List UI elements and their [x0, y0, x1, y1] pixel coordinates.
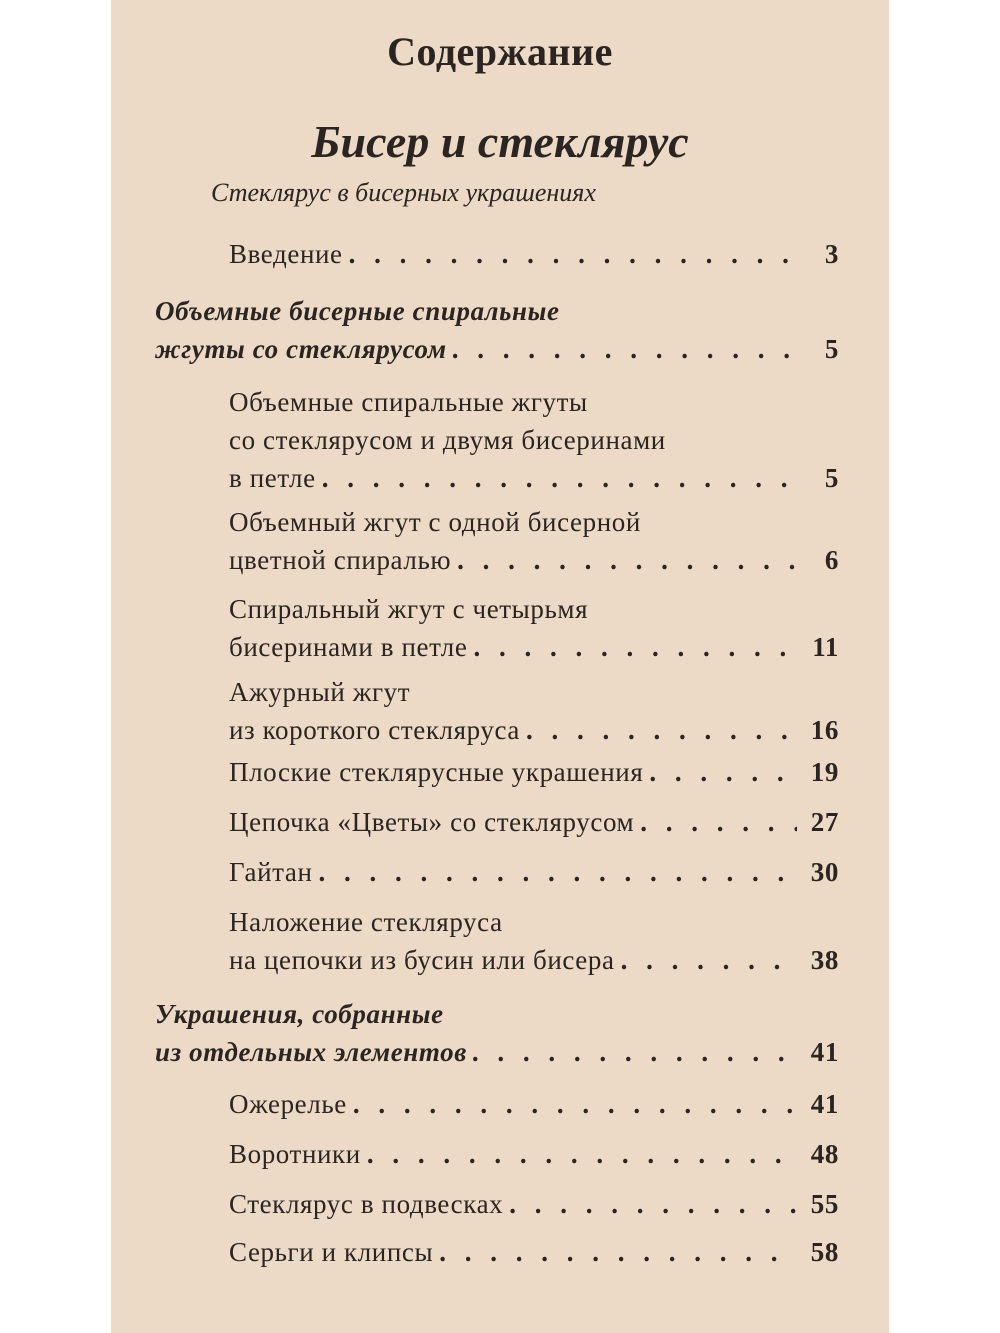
dot-leader [621, 941, 797, 979]
dot-leader [509, 1185, 797, 1223]
toc-title-line: из отдельных элементов [155, 1037, 467, 1067]
toc-page-number: 3 [824, 239, 839, 269]
toc-title-line: Плоские стеклярусные украшения [229, 757, 644, 787]
toc-item [229, 753, 839, 791]
toc-page-number: 38 [810, 945, 839, 975]
toc-page-number: 11 [812, 632, 839, 662]
toc-section [155, 292, 839, 368]
toc-title-line: жгуты со стеклярусом [155, 334, 447, 364]
toc-page-number: 6 [824, 545, 839, 575]
toc-page-number: 16 [810, 715, 839, 745]
toc-title-line: Стеклярус в подвесках [229, 1189, 504, 1219]
toc-title-line: Спиральный жгут с четырьмя [229, 594, 589, 624]
dot-leader [526, 711, 797, 749]
dot-leader [649, 753, 797, 791]
dot-leader [319, 853, 797, 891]
contents-heading: Содержание [387, 29, 613, 74]
toc-title-line: Введение [229, 239, 343, 269]
book-subtitle: Стеклярус в бисерных украшениях [211, 178, 596, 207]
toc-page-number: 55 [810, 1189, 839, 1219]
dot-leader [457, 541, 797, 579]
toc-page-number: 19 [810, 757, 839, 787]
toc-item [229, 673, 839, 749]
toc-item [229, 853, 839, 891]
toc-title-line: Объемные бисерные спиральные [155, 296, 560, 326]
toc-title-line: Ажурный жгут [229, 677, 411, 707]
book-title: Бисер и стеклярус [311, 116, 689, 167]
toc-item [229, 1233, 839, 1271]
toc-page-number: 5 [824, 463, 839, 493]
toc-page-number: 48 [810, 1139, 839, 1169]
toc-item [229, 1135, 839, 1173]
toc-page-number: 5 [824, 334, 839, 364]
toc-page-number: 41 [810, 1089, 839, 1119]
toc-item [229, 1185, 839, 1223]
toc-item [229, 1085, 839, 1123]
toc-page-number: 27 [810, 807, 839, 837]
toc-item [229, 803, 839, 841]
toc-title-line: Украшения, собранные [155, 999, 444, 1029]
toc-title-line: цветной спиралью [229, 545, 452, 575]
toc-item [229, 383, 839, 497]
dot-leader [453, 330, 797, 368]
dot-leader [439, 1233, 797, 1271]
toc-section [155, 995, 839, 1071]
toc-title-line: Объемные спиральные жгуты [229, 387, 588, 417]
toc-item [229, 503, 839, 579]
toc-title-line: в петле [229, 463, 316, 493]
dot-leader [473, 628, 797, 666]
toc-title-line: Ожерелье [229, 1089, 347, 1119]
toc-page-number: 58 [810, 1237, 839, 1267]
dot-leader [640, 803, 797, 841]
toc-title-line: со стеклярусом и двумя бисеринами [229, 425, 666, 455]
toc-page-number: 41 [810, 1037, 839, 1067]
book-page [111, 0, 889, 1333]
dot-leader [322, 459, 797, 497]
dot-leader [349, 235, 797, 273]
toc-title-line: Серьги и клипсы [229, 1237, 434, 1267]
dot-leader [353, 1085, 797, 1123]
toc-title-line: Объемный жгут с одной бисерной [229, 507, 641, 537]
toc-title-line: Воротники [229, 1139, 361, 1169]
toc-item [229, 903, 839, 979]
toc-title-line: на цепочки из бусин или бисера [229, 945, 615, 975]
toc-title-line: Цепочка «Цветы» со стеклярусом [229, 807, 635, 837]
toc-title-line: бисеринами в петле [229, 632, 468, 662]
toc-item [229, 590, 839, 666]
toc-title-line: Наложение стекляруса [229, 907, 503, 937]
toc-page-number: 30 [810, 857, 839, 887]
toc-item [229, 235, 839, 273]
toc-title-line: Гайтан [229, 857, 313, 887]
dot-leader [473, 1033, 797, 1071]
toc-title-line: из короткого стекляруса [229, 715, 520, 745]
dot-leader [367, 1135, 797, 1173]
